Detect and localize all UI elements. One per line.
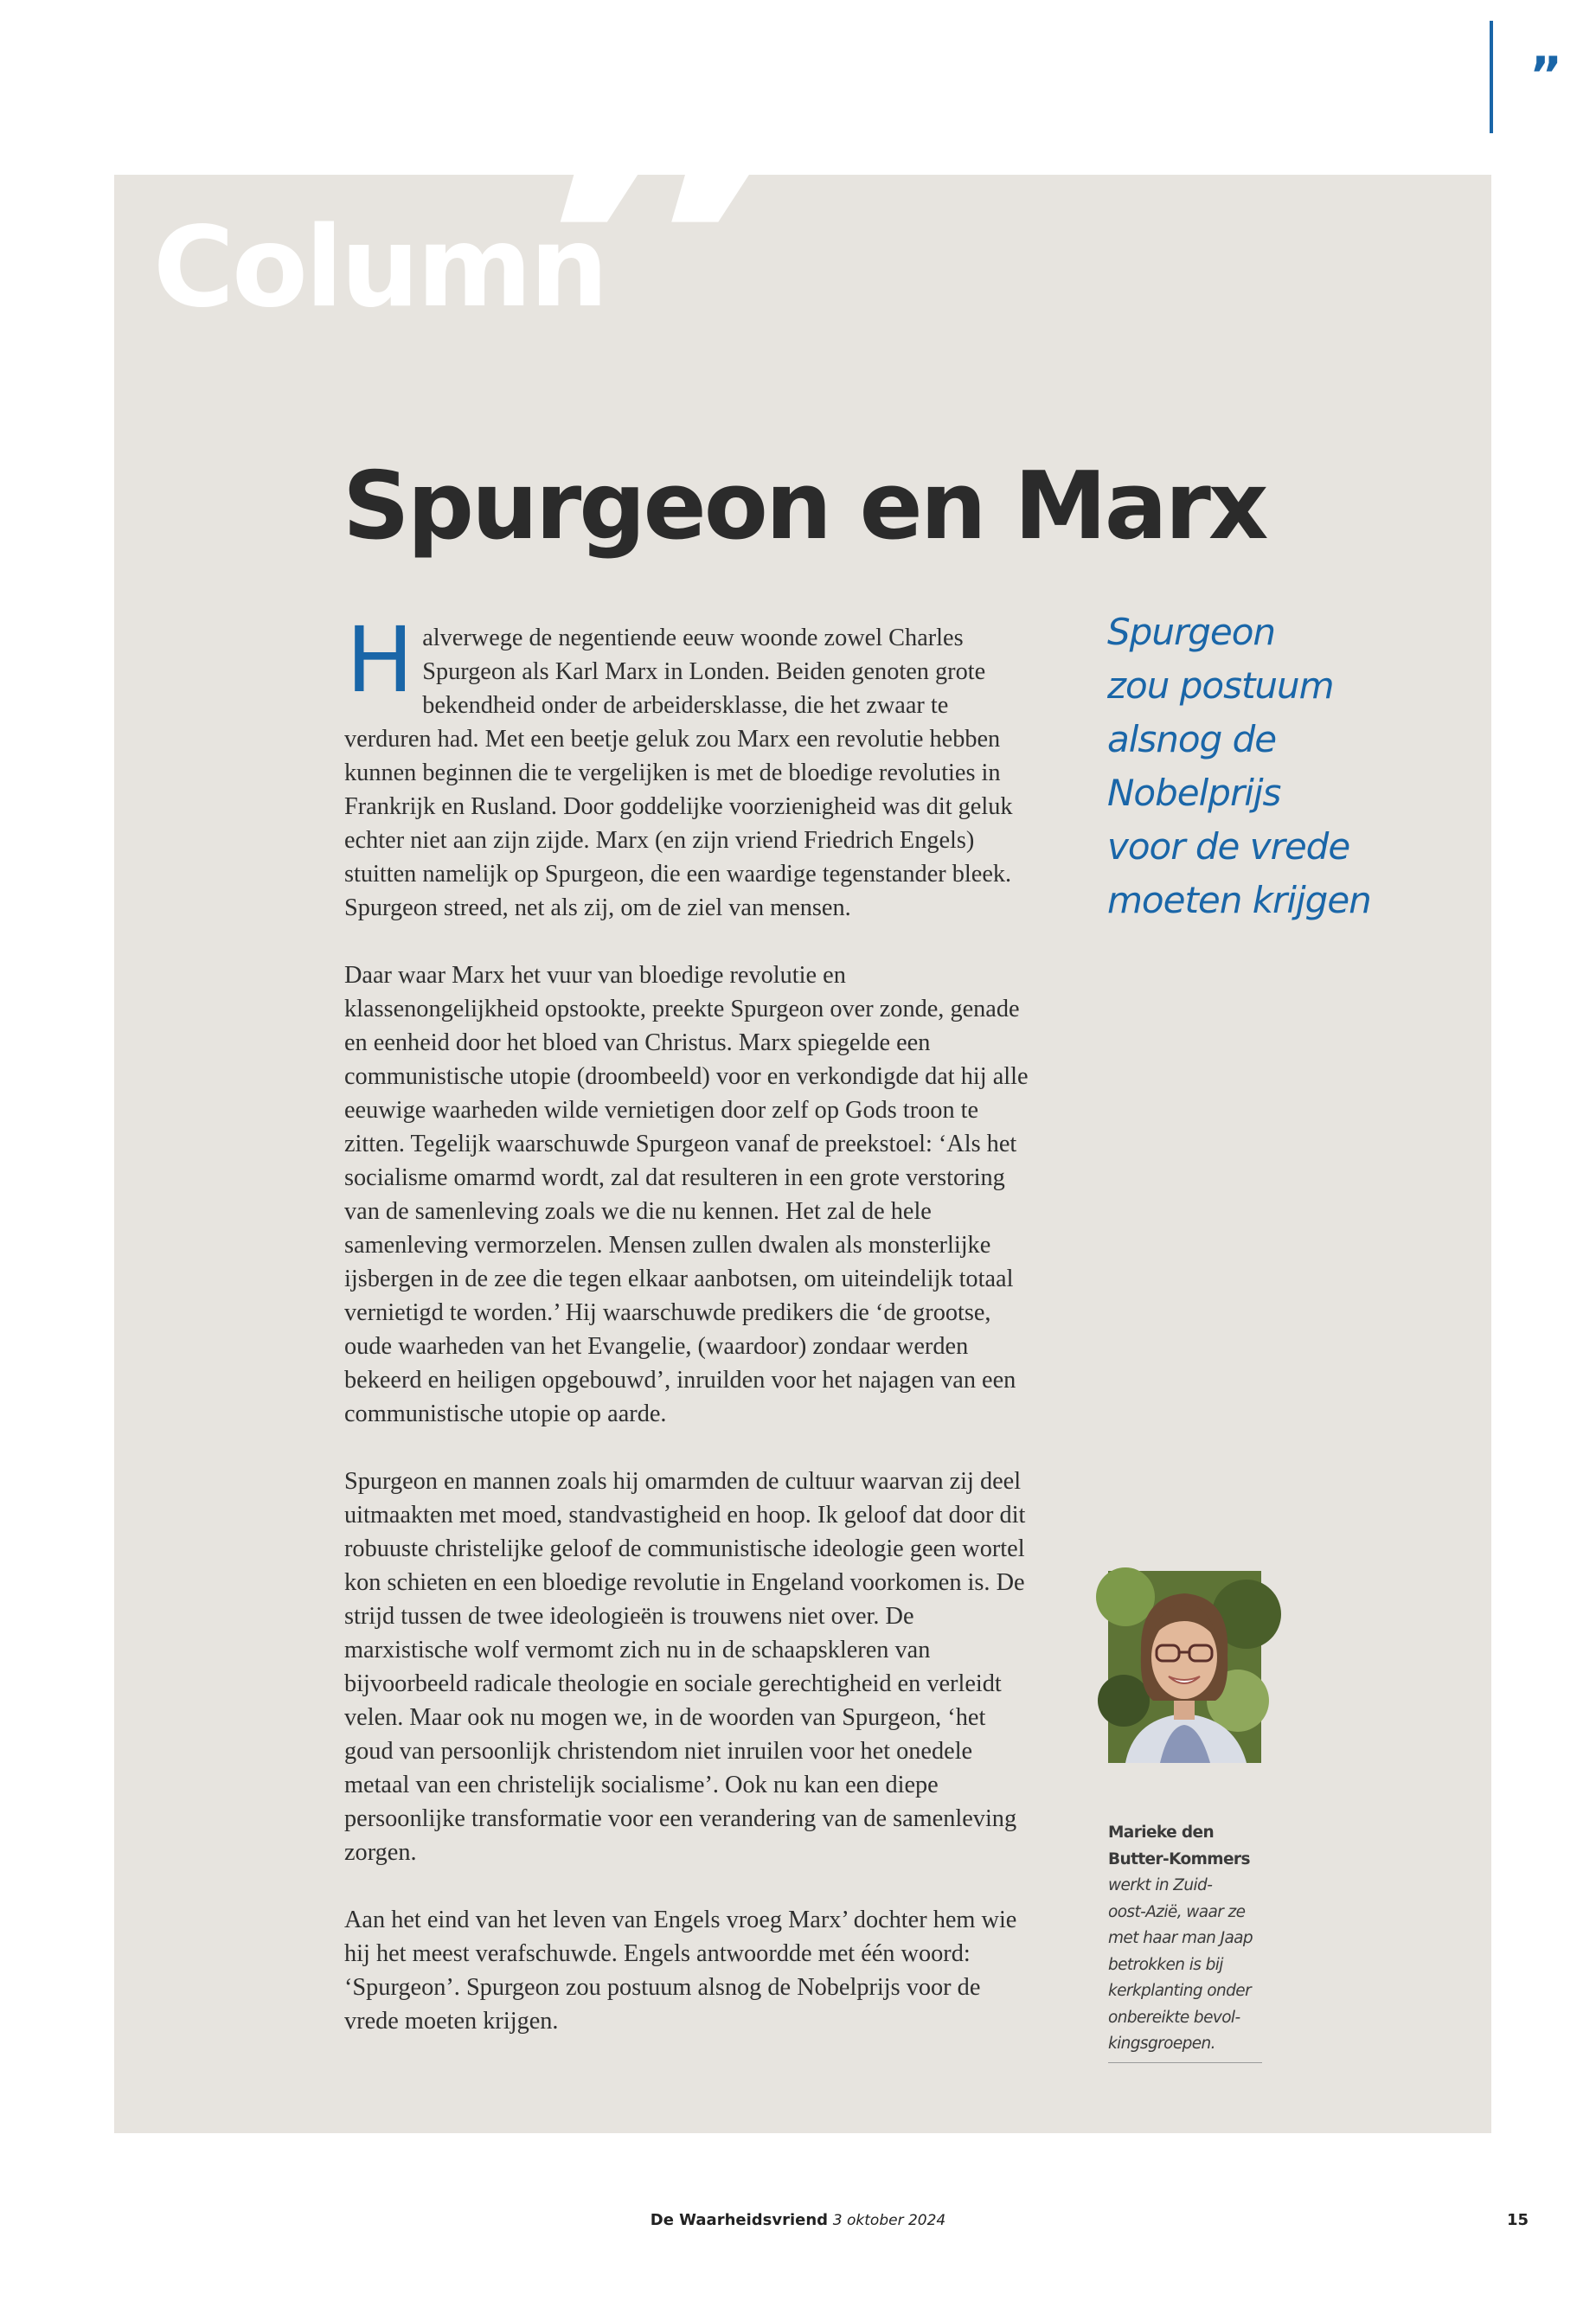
pull-quote-line: alsnog de xyxy=(1107,718,1277,760)
pull-quote-line: moeten krijgen xyxy=(1107,879,1371,921)
article-title: Spurgeon en Marx xyxy=(343,452,1266,561)
article-body xyxy=(344,607,1036,2072)
paragraph-text: alverwege de negentiende eeuw woonde zowel Charles Spurgeon als Karl Marx in Londen. Beiden genoten grote bekendheid onder de arbeidersklasse, die het zwaar te verduren had. Met een beetje geluk zou Marx een revolutie hebben kunnen beginnen die te vergelijken is met de bloedige revoluties in Frankrijk en Rusland. Door goddelijke voorzienigheid was dit geluk echter niet aan zijn zijde. Marx (en zijn vriend Friedrich Engels) stuitten namelijk op Spurgeon, die een waardige tegenstander bleek. Spurgeon streed, net als zij, om de ziel van mensen. xyxy=(344,625,1013,921)
author-bio xyxy=(1108,1820,1264,2058)
header-rule xyxy=(1490,21,1493,133)
author-bio-line: kerkplanting onder xyxy=(1108,1982,1252,2000)
author-bio-line: kingsgroepen. xyxy=(1108,2035,1215,2053)
author-bio-line: oost-Azië, waar ze xyxy=(1108,1902,1246,1921)
paragraph: Daar waar Marx het vuur van bloedige revolutie en klassenongelijkheid opstookte, preekte Spurgeon over zonde, genade en eenheid door het bloed van Christus. Marx spiegelde een communistische utopie (droombeeld) voor en verkondigde dat hij alle eeuwige waarheden wilde vernietigen door zelf op Gods troon te zitten. Tegelijk waarschuwde Spurgeon vanaf de preekstoel: ‘Als het socialisme omarmd wordt, zal dat resulteren in een grote verstoring van de samenleving zoals we die nu kennen. Het zal de hele samenleving vermorzelen. Mensen zullen dwalen als monsterlijke ijsbergen in de zee die tegen elkaar aanbotsen, om uiteindelijk totaal vernietigd te worden.’ Hij waarschuwde predikers die ‘de grootse, oude waarheden van het Evangelie, (waardoor) zondaar werden bekeerd en heiligen opgebouwd’, inruilden voor het najagen van een communistische utopie op aarde. xyxy=(344,962,1029,1427)
pull-quote-line: voor de vrede xyxy=(1107,825,1350,868)
paragraph: Aan het eind van het leven van Engels vroeg Marx’ dochter hem wie hij het meest verafschuwde. Engels antwoordde met één woord: ‘Spurgeon’. Spurgeon zou postuum alsnog de Nobelprijs voor de vrede moeten krijgen. xyxy=(344,1907,1017,2035)
publication-date: 3 oktober 2024 xyxy=(832,2212,946,2229)
paragraph: Spurgeon en mannen zoals hij omarmden de cultuur waarvan zij deel uitmaakten met moed, standvastigheid en hoop. Ik geloof dat door dit robuuste christelijke geloof de communistische ideologie geen wortel kon schieten en een bloedige revolutie in Engeland voorkomen is. De strijd tussen de twee ideologieën is trouwens niet over. De marxistische wolf vermomt zich nu in de schaapskleren van bijvoorbeeld radicale theologie en sociale gerechtigheid en verleidt velen. Maar ook nu mogen we, in de woorden van Spurgeon, ‘het goud van persoonlijk christendom niet inruilen voor het onedele metaal van een christelijk socialisme’. Ook nu kan een diepe persoonlijke transformatie voor een verandering van de samenleving zorgen. xyxy=(344,1468,1026,1866)
author-name-line: Butter-Kommers xyxy=(1108,1849,1250,1868)
paragraph xyxy=(344,607,1036,925)
dropcap: H xyxy=(346,607,414,713)
bio-divider xyxy=(1108,2062,1262,2063)
author-bio-line: onbereikte bevol- xyxy=(1108,2008,1240,2027)
pull-quote-line: Spurgeon xyxy=(1107,611,1276,653)
pull-quote-line: zou postuum xyxy=(1107,664,1334,707)
author-portrait-icon xyxy=(1108,1571,1261,1763)
quote-mark-icon: ” xyxy=(1529,46,1563,105)
large-quote-glyph: ” xyxy=(519,0,780,516)
author-bio-line: werkt in Zuid- xyxy=(1108,1876,1213,1894)
author-bio-line: betrokken is bij xyxy=(1108,1955,1223,1974)
footer-publication xyxy=(0,2211,1596,2229)
author-photo xyxy=(1108,1571,1261,1763)
author-name-line: Marieke den xyxy=(1108,1823,1215,1842)
page-number: 15 xyxy=(1507,2211,1529,2229)
pull-quote xyxy=(1107,606,1371,927)
publication-name: De Waarheidsvriend xyxy=(650,2211,829,2229)
author-bio-line: met haar man Jaap xyxy=(1108,1929,1253,1947)
pull-quote-line: Nobelprijs xyxy=(1107,772,1281,814)
section-label: Column xyxy=(153,203,606,332)
